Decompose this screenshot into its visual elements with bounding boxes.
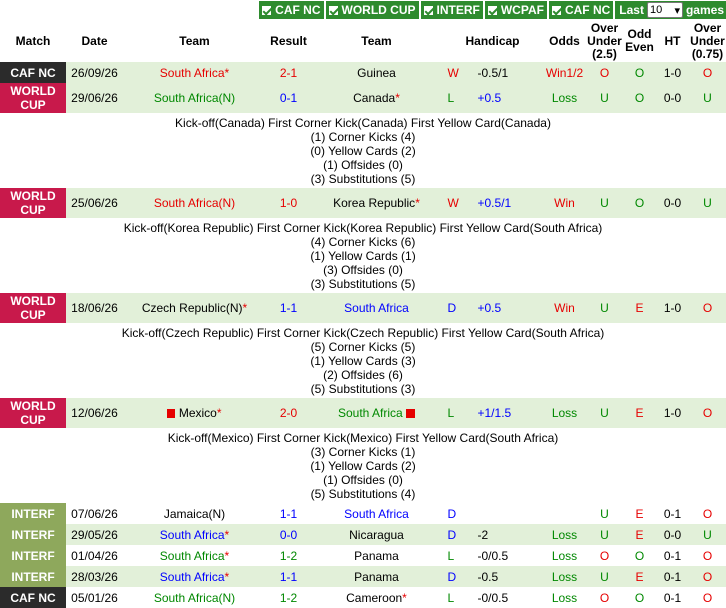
away-team[interactable]: Cameroon* [311, 587, 442, 608]
match-date: 05/01/26 [66, 587, 123, 608]
away-team[interactable]: Canada* [311, 83, 442, 113]
home-team[interactable]: South Africa* [123, 62, 266, 83]
over-under: O [586, 545, 623, 566]
away-team[interactable]: Panama [311, 566, 442, 587]
red-card-icon [406, 409, 415, 418]
over-under-075: O [689, 62, 726, 83]
odd-even: E [623, 503, 656, 524]
halftime-score: 0-1 [656, 503, 689, 524]
filter-caf-nc-2[interactable]: CAF NC [549, 1, 613, 19]
odd-even: E [623, 524, 656, 545]
match-date: 12/06/26 [66, 398, 123, 428]
away-team[interactable]: Korea Republic* [311, 188, 442, 218]
chevron-down-icon: ▾ [674, 4, 680, 17]
checkbox-icon[interactable] [423, 5, 434, 16]
over-under: U [586, 524, 623, 545]
match-date: 07/06/26 [66, 503, 123, 524]
odds-result: Loss [543, 524, 586, 545]
home-team[interactable]: South Africa(N) [123, 83, 266, 113]
handicap: L +1/1.5 [442, 398, 543, 428]
table-row[interactable] [0, 503, 726, 524]
match-stats: Kick-off(Czech Republic) First Corner Kick(Czech Republic) First Yellow Card(South Africa) (5) Corner Kicks (5) (1) Yellow Cards (3) (2) Offsides (6) (5) Substitutions (3) [0, 323, 726, 398]
over-under-075: O [689, 566, 726, 587]
col-over-under: Over Under (2.5) [587, 20, 622, 61]
odds-result: Loss [543, 545, 586, 566]
halftime-score: 0-1 [656, 587, 689, 608]
over-under: O [586, 587, 623, 608]
over-under-075: O [689, 503, 726, 524]
score[interactable]: 1-1 [266, 503, 311, 524]
match-detail-row [0, 218, 726, 293]
match-stats: Kick-off(Mexico) First Corner Kick(Mexico) First Yellow Card(South Africa) (3) Corner Kicks (1) (1) Yellow Cards (2) (1) Offsides (0) (5) Substitutions (4) [0, 428, 726, 503]
odd-even: O [623, 587, 656, 608]
odd-even: E [623, 293, 656, 323]
match-date: 28/03/26 [66, 566, 123, 587]
match-stats: Kick-off(Canada) First Corner Kick(Canada) First Yellow Card(Canada) (1) Corner Kicks (4) (0) Yellow Cards (2) (1) Offsides (0) (3) Substitutions (5) [0, 113, 726, 188]
col-result: Result [270, 33, 307, 48]
score[interactable]: 1-2 [266, 587, 311, 608]
home-team[interactable]: Czech Republic(N)* [123, 293, 266, 323]
results-table [0, 20, 726, 608]
handicap: L -0/0.5 [442, 545, 543, 566]
handicap: D +0.5 [442, 293, 543, 323]
over-under-075: O [689, 398, 726, 428]
checkbox-icon[interactable] [551, 5, 562, 16]
home-team[interactable]: South Africa* [123, 545, 266, 566]
odd-even: O [623, 83, 656, 113]
handicap: L +0.5 [442, 83, 543, 113]
odd-even: O [623, 62, 656, 83]
odds-result: Loss [543, 587, 586, 608]
col-date: Date [81, 33, 108, 48]
score[interactable]: 0-0 [266, 524, 311, 545]
table-row[interactable] [0, 293, 726, 323]
away-team[interactable]: Nicaragua [311, 524, 442, 545]
table-row[interactable] [0, 83, 726, 113]
over-under: U [586, 188, 623, 218]
col-ht: HT [664, 33, 681, 48]
match-date: 29/05/26 [66, 524, 123, 545]
odds-result: Loss [543, 83, 586, 113]
league-badge[interactable]: CAF NC [0, 587, 66, 608]
handicap: W -0.5/1 [442, 62, 543, 83]
handicap: D -0.5 [442, 566, 543, 587]
league-badge[interactable]: INTERF [0, 503, 66, 524]
last-games-control: Last 10 ▾ games [615, 1, 726, 19]
halftime-score: 0-0 [656, 83, 689, 113]
odd-even: E [623, 398, 656, 428]
filter-world-cup[interactable]: WORLD CUP [326, 1, 419, 19]
score[interactable]: 0-1 [266, 83, 311, 113]
table-row[interactable] [0, 398, 726, 428]
score[interactable]: 1-0 [266, 188, 311, 218]
col-team-home: Team [179, 33, 210, 48]
odds-result [543, 503, 586, 524]
col-odds: Odds [549, 33, 580, 48]
halftime-score: 0-0 [656, 524, 689, 545]
table-row[interactable] [0, 587, 726, 608]
table-row[interactable] [0, 62, 726, 83]
halftime-score: 1-0 [656, 398, 689, 428]
over-under-075: U [689, 524, 726, 545]
handicap: W +0.5/1 [442, 188, 543, 218]
checkbox-icon[interactable] [328, 5, 339, 16]
away-team[interactable]: Guinea [311, 62, 442, 83]
home-team[interactable]: Mexico* [123, 398, 266, 428]
over-under-075: U [689, 188, 726, 218]
over-under: O [586, 62, 623, 83]
odd-even: E [623, 566, 656, 587]
over-under: U [586, 566, 623, 587]
table-row[interactable] [0, 545, 726, 566]
score[interactable]: 1-1 [266, 293, 311, 323]
odds-result: Win [543, 293, 586, 323]
table-row[interactable] [0, 188, 726, 218]
table-row[interactable] [0, 524, 726, 545]
home-team[interactable]: South Africa(N) [123, 188, 266, 218]
halftime-score: 0-1 [656, 566, 689, 587]
over-under: U [586, 83, 623, 113]
match-date: 01/04/26 [66, 545, 123, 566]
match-date: 29/06/26 [66, 83, 123, 113]
odd-even: O [623, 188, 656, 218]
odds-result: Win [543, 188, 586, 218]
over-under-075: O [689, 293, 726, 323]
match-date: 25/06/26 [66, 188, 123, 218]
score[interactable]: 1-2 [266, 545, 311, 566]
halftime-score: 1-0 [656, 293, 689, 323]
score[interactable]: 1-1 [266, 566, 311, 587]
score[interactable]: 2-0 [266, 398, 311, 428]
halftime-score: 0-1 [656, 545, 689, 566]
red-card-icon [167, 409, 175, 418]
league-badge[interactable]: INTERF [0, 545, 66, 566]
league-badge[interactable]: INTERF [0, 566, 66, 587]
over-under-075: O [689, 545, 726, 566]
handicap: D -2 [442, 524, 543, 545]
over-under: U [586, 503, 623, 524]
table-header [0, 20, 726, 62]
last-games-select[interactable]: 10 ▾ [647, 2, 683, 18]
league-filter-bar [0, 0, 726, 20]
col-odd-even: Odd Even [625, 27, 654, 54]
over-under: U [586, 398, 623, 428]
league-badge[interactable]: WORLD CUP [0, 188, 66, 218]
checkbox-icon[interactable] [261, 5, 272, 16]
away-team[interactable]: South Africa [311, 293, 442, 323]
over-under-075: O [689, 587, 726, 608]
odds-result: Win1/2 [543, 62, 586, 83]
filter-caf-nc[interactable]: CAF NC [259, 1, 323, 19]
match-stats: Kick-off(Korea Republic) First Corner Kick(Korea Republic) First Yellow Card(South Africa) (4) Corner Kicks (6) (1) Yellow Cards (1) (3) Offsides (0) (3) Substitutions (5) [0, 218, 726, 293]
league-badge[interactable]: WORLD CUP [0, 83, 66, 113]
handicap: D [442, 503, 543, 524]
filter-interf[interactable]: INTERF [421, 1, 483, 19]
odds-result: Loss [543, 398, 586, 428]
match-detail-row [0, 323, 726, 398]
col-match: Match [15, 33, 51, 48]
home-team[interactable]: Jamaica(N) [123, 503, 266, 524]
halftime-score: 1-0 [656, 62, 689, 83]
score[interactable]: 2-1 [266, 62, 311, 83]
away-team[interactable]: Panama [311, 545, 442, 566]
col-team-away: Team [361, 33, 392, 48]
away-team[interactable]: South Africa [311, 503, 442, 524]
odds-result: Loss [543, 566, 586, 587]
halftime-score: 0-0 [656, 188, 689, 218]
over-under-075: U [689, 83, 726, 113]
home-team[interactable]: South Africa(N) [123, 587, 266, 608]
table-row[interactable] [0, 566, 726, 587]
match-detail-row [0, 428, 726, 503]
col-over-under-075: Over Under (0.75) [690, 20, 725, 61]
league-badge[interactable]: INTERF [0, 524, 66, 545]
league-badge[interactable]: WORLD CUP [0, 293, 66, 323]
home-team[interactable]: South Africa* [123, 524, 266, 545]
match-detail-row [0, 113, 726, 188]
match-date: 18/06/26 [66, 293, 123, 323]
filter-wcpaf[interactable]: WCPAF [485, 1, 547, 19]
match-date: 26/09/26 [66, 62, 123, 83]
col-handicap: Handicap [465, 33, 520, 48]
league-badge[interactable]: WORLD CUP [0, 398, 66, 428]
away-team[interactable]: South Africa [311, 398, 442, 428]
checkbox-icon[interactable] [487, 5, 498, 16]
odd-even: O [623, 545, 656, 566]
handicap: L -0/0.5 [442, 587, 543, 608]
league-badge[interactable]: CAF NC [0, 62, 66, 83]
home-team[interactable]: South Africa* [123, 566, 266, 587]
over-under: U [586, 293, 623, 323]
